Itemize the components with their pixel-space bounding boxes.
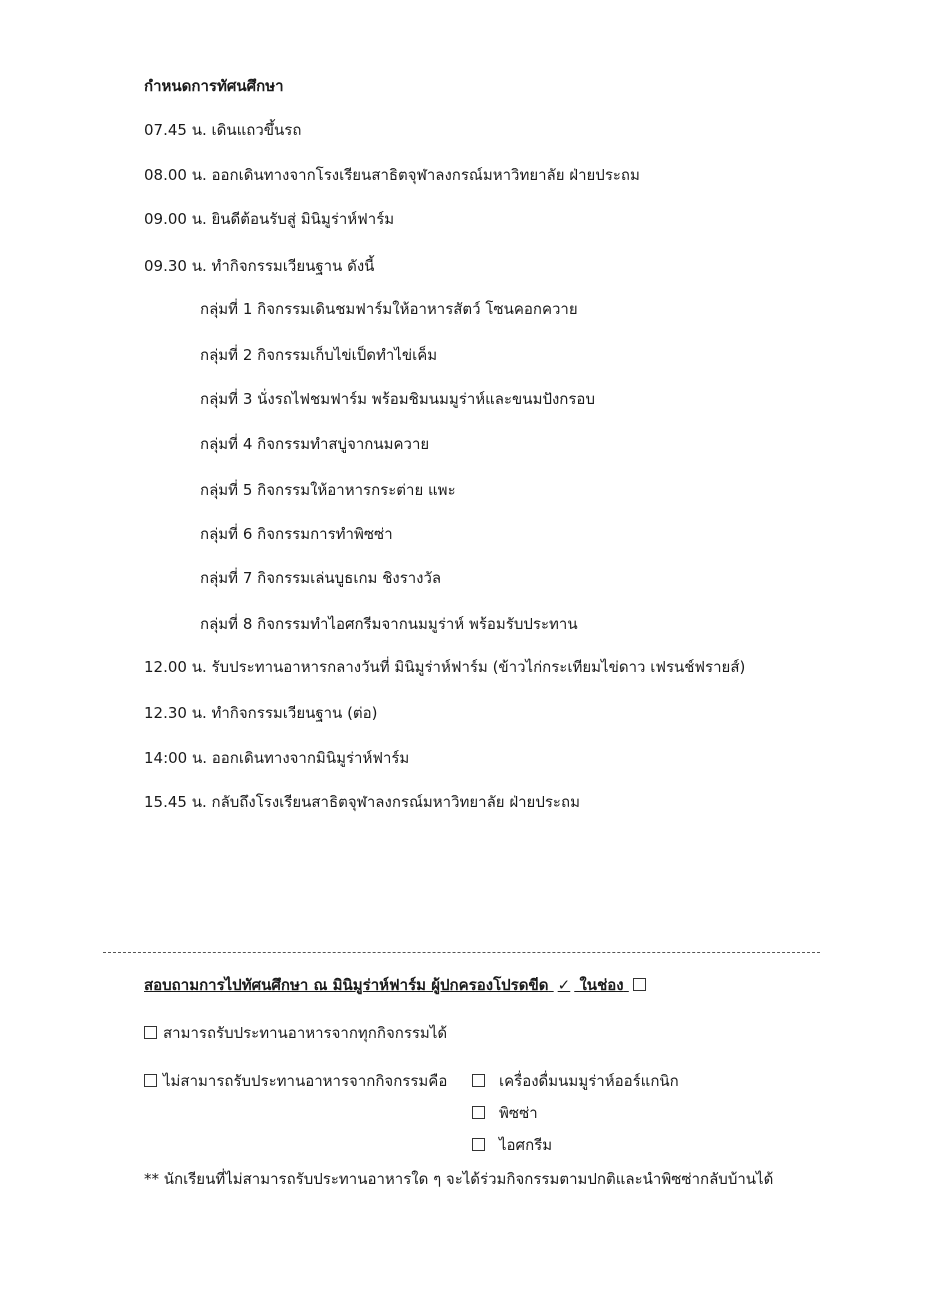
- schedule-item: 14:00 น. ออกเดินทางจากมินิมูร่าห์ฟาร์ม: [144, 749, 410, 767]
- activity-group: กลุ่มที่ 4 กิจกรรมทำสบู่จากนมควาย: [200, 435, 430, 453]
- schedule-item: 09.00 น. ยินดีต้อนรับสู่ มินิมูร่าห์ฟาร์ม: [144, 210, 395, 228]
- sub-option-milk: [472, 1071, 679, 1091]
- option-cannot-eat-checkbox[interactable]: [144, 1074, 157, 1087]
- schedule-item: 08.00 น. ออกเดินทางจากโรงเรียนสาธิตจุฬาลงกรณ์มหาวิทยาลัย ฝ่ายประถม: [144, 166, 640, 184]
- survey-note: ** นักเรียนที่ไม่สามารถรับประทานอาหารใด ๆ จะได้ร่วมกิจกรรมตามปกติและนำพิซซ่ากลับบ้านได้: [144, 1170, 774, 1188]
- check-mark-icon: ✓: [557, 976, 571, 994]
- survey-title-text: สอบถามการไปทัศนศึกษา ณ มินิมูร่าห์ฟาร์ม ผู้ปกครองโปรดขีด: [144, 976, 549, 994]
- schedule-item: 12.00 น. รับประทานอาหารกลางวันที่ มินิมูร่าห์ฟาร์ม (ข้าวไก่กระเทียมไข่ดาว เฟรนช์ฟรายส์): [144, 658, 746, 676]
- schedule-item: 09.30 น. ทำกิจกรรมเวียนฐาน ดังนี้: [144, 257, 375, 275]
- cut-line-divider: [103, 952, 820, 953]
- schedule-item: 07.45 น. เดินแถวขึ้นรถ: [144, 121, 302, 139]
- sub-option-milk-label: เครื่องดื่มนมมูร่าห์ออร์แกนิก: [499, 1072, 679, 1090]
- option-cannot-eat-label: ไม่สามารถรับประทานอาหารจากกิจกรรมคือ: [163, 1072, 448, 1090]
- checkbox-example-icon: [633, 978, 646, 991]
- option-can-eat: [144, 1023, 447, 1043]
- sub-option-milk-checkbox[interactable]: [472, 1074, 485, 1087]
- activity-group: กลุ่มที่ 6 กิจกรรมการทำพิซซ่า: [200, 525, 393, 543]
- option-cannot-eat: [144, 1071, 447, 1091]
- sub-option-icecream: [472, 1135, 552, 1155]
- schedule-item: 12.30 น. ทำกิจกรรมเวียนฐาน (ต่อ): [144, 704, 378, 722]
- schedule-item: 15.45 น. กลับถึงโรงเรียนสาธิตจุฬาลงกรณ์มหาวิทยาลัย ฝ่ายประถม: [144, 793, 580, 811]
- sub-option-pizza-label: พิซซ่า: [499, 1104, 538, 1122]
- activity-group: กลุ่มที่ 1 กิจกรรมเดินชมฟาร์มให้อาหารสัตว์ โซนคอกควาย: [200, 300, 578, 318]
- survey-title: [144, 975, 646, 995]
- activity-group: กลุ่มที่ 7 กิจกรรมเล่นบูธเกม ชิงรางวัล: [200, 569, 442, 587]
- sub-option-icecream-checkbox[interactable]: [472, 1138, 485, 1151]
- sub-option-pizza: [472, 1103, 538, 1123]
- activity-group: กลุ่มที่ 5 กิจกรรมให้อาหารกระต่าย แพะ: [200, 481, 456, 499]
- sub-option-icecream-label: ไอศกรีม: [499, 1136, 553, 1154]
- survey-title-suffix: ในช่อง: [579, 976, 624, 994]
- schedule-heading: กำหนดการทัศนศึกษา: [144, 77, 284, 95]
- option-can-eat-checkbox[interactable]: [144, 1026, 157, 1039]
- activity-group: กลุ่มที่ 8 กิจกรรมทำไอศกรีมจากนมมูร่าห์ พร้อมรับประทาน: [200, 615, 578, 633]
- activity-group: กลุ่มที่ 2 กิจกรรมเก็บไข่เป็ดทำไข่เค็ม: [200, 346, 438, 364]
- sub-option-pizza-checkbox[interactable]: [472, 1106, 485, 1119]
- activity-group: กลุ่มที่ 3 นั่งรถไฟชมฟาร์ม พร้อมชิมนมมูร่าห์และขนมปังกรอบ: [200, 390, 595, 408]
- option-can-eat-label: สามารถรับประทานอาหารจากทุกกิจกรรมได้: [163, 1024, 448, 1042]
